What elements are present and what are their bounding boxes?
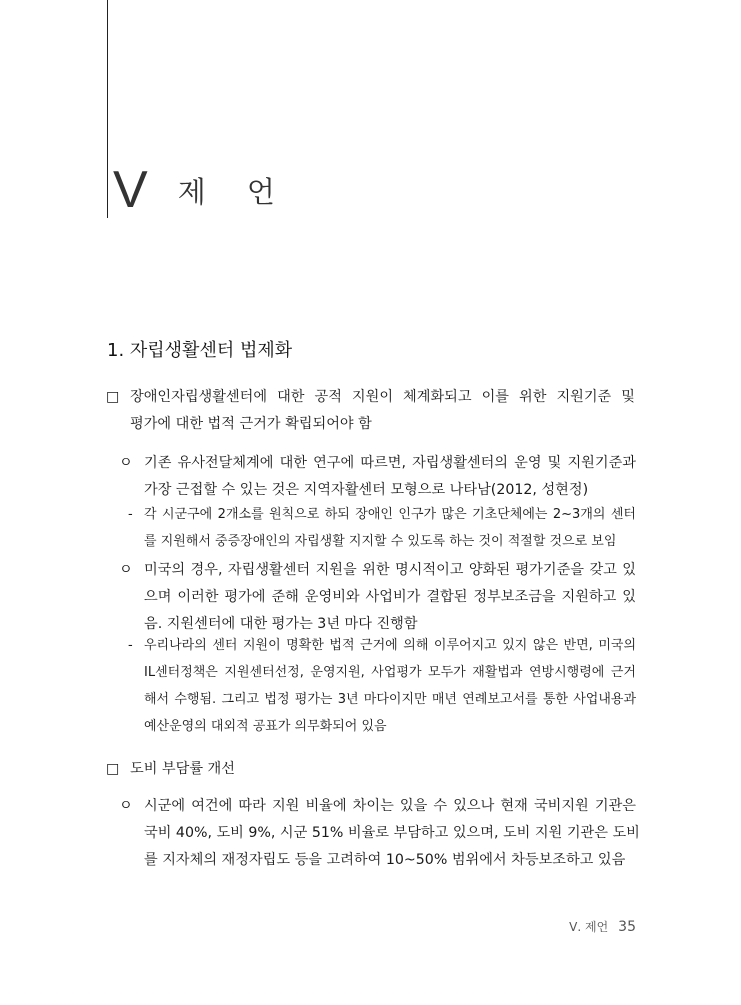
text-line: IL센터정책은 지원센터선정, 운영지원, 사업평가 모두가 재활법과 연방시행령에 근거 [144, 665, 636, 680]
dash-item-center-allocation [128, 501, 636, 555]
text-line: 평가에 대한 법적 근거가 확립되어야 함 [130, 416, 372, 432]
text-line: 예산운영의 대외적 공표가 의무화되어 있음 [144, 719, 387, 734]
chapter-divider-line [107, 0, 108, 218]
chapter-title: 제 언 [177, 174, 291, 209]
text-line: 국비 40%, 도비 9%, 시군 51% 비율로 부담하고 있으며, 도비 지원 기관은 도비 [144, 825, 640, 841]
box-item-legal-basis [106, 384, 635, 438]
footer-chapter-label: Ⅴ. 제언 [569, 920, 609, 934]
section-title: 1. 자립생활센터 법제화 [107, 340, 293, 361]
text-line: 우리나라의 센터 지원이 명확한 법적 근거에 의해 이루어지고 있지 않은 반면, 미국의 [144, 638, 636, 653]
text-line: 기존 유사전달체계에 대한 연구에 따르면, 자립생활센터의 운영 및 지원기준과 [144, 455, 636, 471]
box-item-provincial-burden [106, 756, 635, 783]
dash-item-korea-vs-us [128, 632, 636, 740]
text-line: 를 지원해서 중증장애인의 자립생활 지지할 수 있도록 하는 것이 적절할 것으로 보임 [144, 534, 617, 549]
circle-item-funding-ratio [119, 793, 640, 874]
text-line: 으며 이러한 평가에 준해 운영비와 사업비가 결합된 정부보조금을 지원하고 있 [144, 589, 636, 605]
chapter-heading [113, 155, 291, 225]
text-line: 미국의 경우, 자립생활센터 지원을 위한 명시적이고 양화된 평가기준을 갖고 있 [144, 562, 636, 578]
box-bullet-icon: □ [106, 761, 120, 777]
dash-bullet-icon: - [128, 638, 133, 653]
page-number: 35 [618, 919, 636, 935]
text-line: 도비 부담률 개선 [130, 761, 235, 777]
page-footer [569, 918, 636, 935]
dash-bullet-icon: - [128, 507, 133, 522]
box-bullet-icon: □ [106, 389, 120, 405]
text-line: 장애인자립생활센터에 대한 공적 지원이 체계화되고 이를 위한 지원기준 및 [130, 389, 635, 405]
chapter-number: V [113, 161, 148, 219]
text-line: 시군에 여건에 따라 지원 비율에 차이는 있을 수 있으나 현재 국비지원 기관은 [144, 798, 636, 814]
text-line: 해서 수행됨. 그리고 법정 평가는 3년 마다이지만 매년 연례보고서를 통한 사업내용과 [144, 692, 636, 707]
text-line: 각 시군구에 2개소를 원칙으로 하되 장애인 인구가 많은 기초단체에는 2~3개의 센터 [144, 507, 636, 522]
text-line: 가장 근접할 수 있는 것은 지역자활센터 모형으로 나타남(2012, 성현정) [144, 482, 589, 498]
circle-bullet-icon: ㅇ [119, 562, 133, 578]
text-line: 를 지자체의 재정자립도 등을 고려하여 10~50% 범위에서 차등보조하고 있음 [144, 852, 626, 868]
circle-item-us-case [119, 557, 636, 638]
circle-item-existing-research [119, 450, 636, 504]
text-line: 음. 지원센터에 대한 평가는 3년 마다 진행함 [144, 616, 418, 632]
circle-bullet-icon: ㅇ [119, 798, 133, 814]
circle-bullet-icon: ㅇ [119, 455, 133, 471]
